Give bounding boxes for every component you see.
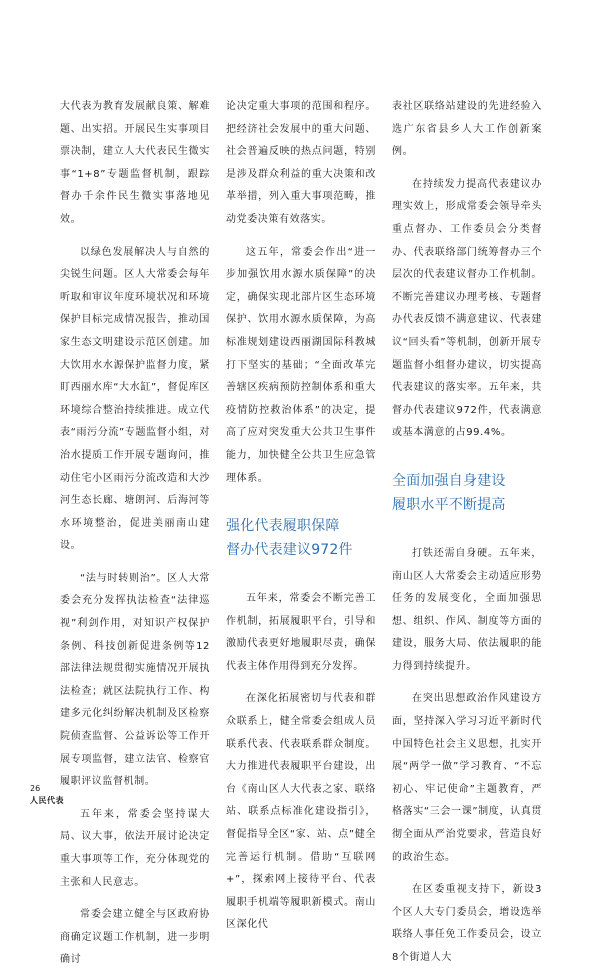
column-middle bbox=[226, 96, 376, 937]
paragraph: 五年来，常委会坚持谋大局、议大事，依法开展讨论决定重大事项等工作，充分体现党的主张和人民意志。 bbox=[60, 808, 210, 888]
section-heading bbox=[392, 469, 542, 517]
paragraph: 打铁还需自身硬。五年来，南山区人大常委会主动适应形势任务的发展变化，全面加强思想、组织、作风、制度等方面的建设，服务大局、依法履职的能力得到持续提升。 bbox=[392, 547, 542, 672]
section-heading-line-1: 强化代表履职保障 bbox=[226, 518, 340, 535]
paragraph: 在深化拓展密切与代表和群众联系上，健全常委会组成人员联系代表、代表联系群众制度。大力推进代表履职平台建设，出台《南山区人大代表之家、联络站、联系点标准化建设指引》，督促指导全区“家、站、点”健全完善运行机制。借助“互联网+”，探索网上接待平台、代表履职手机端等履职新模式。南山区深化代 bbox=[226, 693, 376, 931]
paragraph: 以绿色发展解决人与自然的尖锐生问题。区人大常委会每年听取和审议年度环境状况和环境保护目标完成情况报告，推动国家生态文明建设示范区创建。加大饮用水水源保护监督力度，紧盯西丽水库“大水缸”，督促库区环境综合整治持续推进。成立代表“雨污分流”专题监督小组，对治水提质工作开展专题询问，推动住宅小区雨污分流改造和大沙河生态长廊、塘朗河、后海河等水环境整治，促进美丽南山建设。 bbox=[60, 246, 210, 552]
paragraph: 常委会建立健全与区政府协商确定议题工作机制，进一步明确讨 bbox=[60, 909, 210, 966]
column-right bbox=[392, 96, 542, 970]
section-heading-line-1: 全面加强自身建设 bbox=[392, 472, 506, 489]
section-heading-line-2: 履职水平不断提高 bbox=[392, 496, 506, 513]
column-left bbox=[60, 96, 210, 972]
paragraph: 五年来，常委会不断完善工作机制，拓展履职平台，引导和激励代表更好地履职尽责，确保代表主体作用得到充分发挥。 bbox=[226, 593, 376, 672]
section-heading-line-2: 督办代表建议972件 bbox=[226, 542, 353, 559]
page-number: 26 bbox=[30, 784, 41, 793]
paragraph: 在区委重视支持下，新设3个区人大专门委员会，增设选举联络人事任免工作委员会，设立8个街道人大 bbox=[392, 884, 542, 963]
paragraph: 在突出思想政治作风建设方面，坚持深入学习习近平新时代中国特色社会主义思想，扎实开展“两学一做”学习教育、“不忘初心、牢记使命”主题教育，严格落实“三会一课”制度，认真贯彻全面从严治党要求，营造良好的政治生态。 bbox=[392, 693, 542, 863]
paragraph: 这五年，常委会作出“进一步加强饮用水源水质保障”的决定，确保实现北部片区生态环境保护、饮用水源水质保障，为高标准规划建设西丽湖国际科教城打下坚实的基础；“全面改革完善辖区疾病预防控制体系和重大疫情防控救治体系”的决定，提高了应对突发重大公共卫生事件能力，加快健全公共卫生应急管理体系。 bbox=[226, 246, 376, 484]
paragraph: 大代表为教育发展献良策、解难题、出实招。开展民生实事项目票决制，建立人大代表民生微实事“1+8”专题监督机制，跟踪督办千余件民生微实事落地见效。 bbox=[60, 101, 210, 225]
section-heading bbox=[226, 514, 376, 562]
magazine-brand: 人民代表 bbox=[30, 795, 64, 805]
paragraph: 在持续发力提高代表建议办理实效上，形成常委会领导牵头重点督办、工作委员会分类督办、代表联络部门统筹督办三个层次的代表建议督办工作机制。不断完善建议办理考核、专题督办代表反馈不满意建议、代表建议“回头看”等机制，创新开展专题监督小组督办建议，切实提高代表建议的落实率。五年来，共督办代表建议972件，代表满意或基本满意的占99.4%。 bbox=[392, 178, 542, 439]
paragraph: “法与时转则治”。区人大常委会充分发挥执法检查“法律巡视”利剑作用，对知识产权保护条例、科技创新促进条例等12部法律法规贯彻实施情况开展执法检查；就区法院执行工作、构建多元化纠纷解决机制及区检察院侦查监督、公益诉讼等工作开展专项监督，建立法官、检察官履职评议监督机制。 bbox=[60, 572, 210, 788]
paragraph: 表社区联络站建设的先进经验入选广东省县乡人大工作创新案例。 bbox=[392, 101, 542, 158]
paragraph: 论决定重大事项的范围和程序。把经济社会发展中的重大问题、社会普遍反映的热点问题，特别是涉及群众利益的重大决策和改革举措，列入重大事项范畴，推动党委决策有效落实。 bbox=[226, 101, 376, 225]
